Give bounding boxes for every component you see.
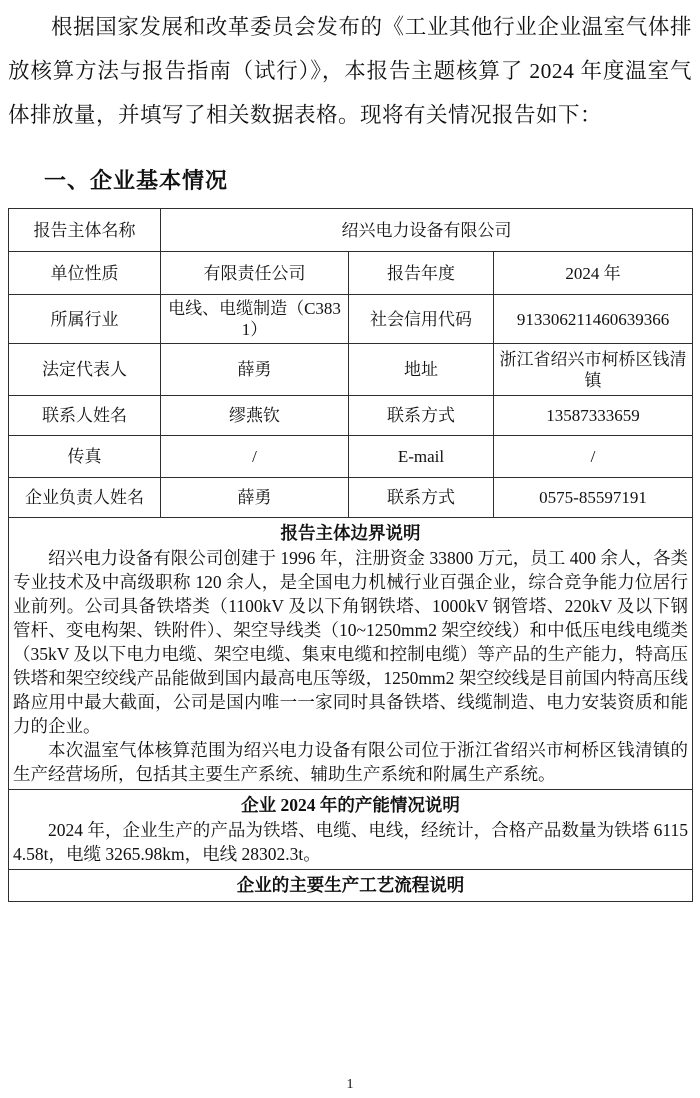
- cell-label-report-year: 报告年度: [349, 252, 494, 295]
- cell-value-report-entity: 绍兴电力设备有限公司: [161, 209, 693, 252]
- table-row: [9, 209, 693, 252]
- cell-value-fax: /: [161, 436, 349, 478]
- cell-label-manager-name: 企业负责人姓名: [9, 478, 161, 518]
- table-row: [9, 295, 693, 344]
- table-section-row: [9, 790, 693, 870]
- cell-value-address: 浙江省绍兴市柯桥区钱清镇: [494, 344, 693, 396]
- cell-label-fax: 传真: [9, 436, 161, 478]
- cell-value-contact-name: 缪燕钦: [161, 396, 349, 436]
- cell-label-industry: 所属行业: [9, 295, 161, 344]
- cell-label-contact-phone: 联系方式: [349, 396, 494, 436]
- cell-label-manager-phone: 联系方式: [349, 478, 494, 518]
- intro-paragraph: 根据国家发展和改革委员会发布的《工业其他行业企业温室气体排放核算方法与报告指南（试行）》，本报告主题核算了 2024 年度温室气体排放量，并填写了相关数据表格。现将有关情况报告如下：: [8, 15, 692, 127]
- cell-value-unit-type: 有限责任公司: [161, 252, 349, 295]
- table-row: [9, 436, 693, 478]
- table-row: [9, 344, 693, 396]
- cell-label-email: E-mail: [349, 436, 494, 478]
- table-row: [9, 252, 693, 295]
- table-section-row: [9, 870, 693, 902]
- table-section-row: [9, 518, 693, 790]
- cell-label-contact-name: 联系人姓名: [9, 396, 161, 436]
- boundary-section-paragraph-1: 绍兴电力设备有限公司创建于 1996 年，注册资金 33800 万元，员工 400 余人，各类专业技术及中高级职称 120 余人，是全国电力机械行业百强企业，综合竞争能力位居行业前列。公司具备铁塔类（1100kV 及以下角钢铁塔、1000kV 钢管塔、220kV 及以下钢管杆、变电构架、铁附件）、架空导线类（10~1250mm2 架空绞线）和中低压电线电缆类（35kV 及以下电力电缆、架空电缆、集束电缆和控制电缆）等产品的生产能力，特高压铁塔和架空绞线产品能做到国内最高电压等级，1250mm2 架空绞线是目前国内特高压线路应用中最大截面，公司是国内唯一一家同时具备铁塔、线缆制造、电力安装资质和能力的企业。: [13, 548, 689, 736]
- capacity-section-paragraph-1: 2024 年，企业生产的产品为铁塔、电缆、电线，经统计，合格产品数量为铁塔 61154.58t，电缆 3265.98km，电线 28302.3t。: [13, 820, 689, 864]
- table-row: [9, 396, 693, 436]
- cell-label-report-entity: 报告主体名称: [9, 209, 161, 252]
- cell-label-legal-rep: 法定代表人: [9, 344, 161, 396]
- page-number: 1: [346, 1077, 354, 1092]
- cell-value-legal-rep: 薛勇: [161, 344, 349, 396]
- cell-label-credit-code: 社会信用代码: [349, 295, 494, 344]
- cell-value-manager-phone: 0575-85597191: [494, 478, 693, 518]
- cell-value-industry: 电线、电缆制造（C3831）: [161, 295, 349, 344]
- boundary-section-paragraph-2: 本次温室气体核算范围为绍兴电力设备有限公司位于浙江省绍兴市柯桥区钱清镇的生产经营场所，包括其主要生产系统、辅助生产系统和附属生产系统。: [13, 740, 689, 784]
- cell-value-email: /: [494, 436, 693, 478]
- cell-value-credit-code: 913306211460639366: [494, 295, 693, 344]
- boundary-section-heading: 报告主体边界说明: [280, 523, 421, 543]
- table-row: [9, 478, 693, 518]
- cell-label-address: 地址: [349, 344, 494, 396]
- boundary-section-cell: [9, 518, 693, 790]
- section-title-basic-info: 一、企业基本情况: [44, 168, 229, 193]
- cell-value-manager-name: 薛勇: [161, 478, 349, 518]
- cell-label-unit-type: 单位性质: [9, 252, 161, 295]
- capacity-section-cell: [9, 790, 693, 870]
- cell-value-report-year: 2024 年: [494, 252, 693, 295]
- capacity-section-heading: 企业 2024 年的产能情况说明: [241, 795, 460, 815]
- process-section-cell: [9, 870, 693, 902]
- cell-value-contact-phone: 13587333659: [494, 396, 693, 436]
- company-basic-info-table: [8, 208, 693, 902]
- process-section-heading: 企业的主要生产工艺流程说明: [236, 875, 465, 895]
